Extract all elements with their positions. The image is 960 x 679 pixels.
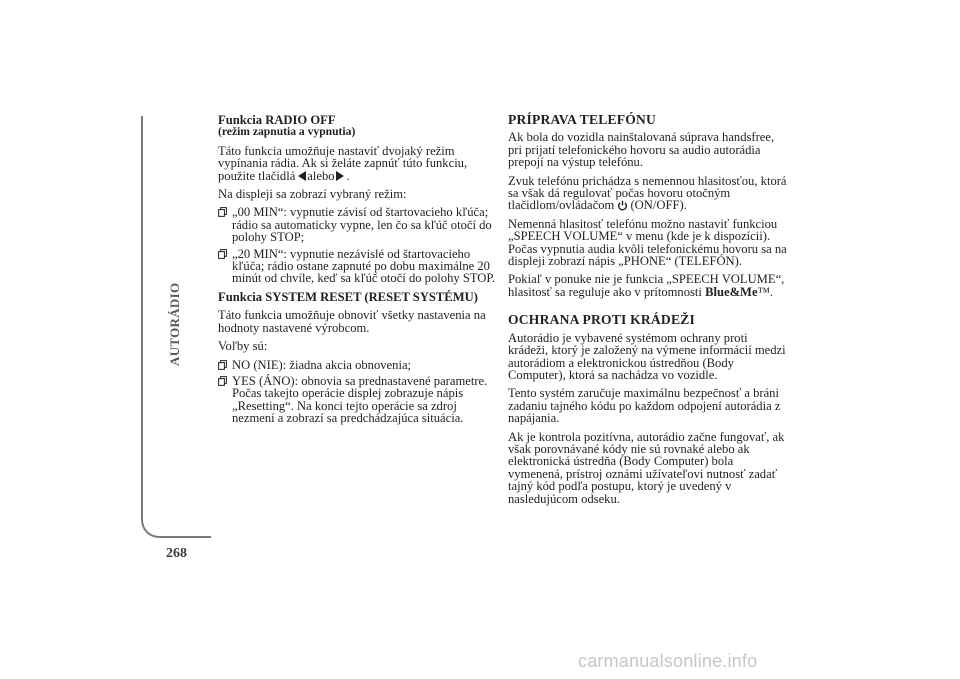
checkbox-bullet-icon [218, 360, 227, 370]
checkbox-bullet-icon [218, 376, 227, 386]
phone-paragraph-2: Zvuk telefónu prichádza s nemennou hlasitosťou, ktorá sa však dá regulovať počas hovoru otočným tlačidlom/ovládačom (ON/OFF). [508, 173, 787, 213]
system-reset-heading: Funkcia SYSTEM RESET (RESET SYSTÉMU) [218, 289, 478, 304]
arrow-left-icon [298, 171, 306, 181]
right-column [508, 114, 788, 511]
theft-paragraph-2: Tento systém zaručuje maximálnu bezpečnosť a bráni zadaniu tajného kódu po každom odpojení autorádia z napájania. [508, 386, 781, 426]
checkbox-bullet-icon [218, 249, 227, 259]
checkbox-bullet-icon [218, 207, 227, 217]
phone-paragraph-4: Pokiaľ v ponuke nie je funkcia „SPEECH VOLUME“, hlasitosť sa reguluje ako v prítomnosti Blue&Me™. [508, 272, 785, 299]
phone-paragraph-1: Ak bola do vozidla nainštalovaná súprava handsfree, pri prijatí telefonického hovoru sa audio autorádia prepojí na výstup telefónu. [508, 130, 775, 170]
theft-paragraph-1: Autorádio je vybavené systémom ochrany proti krádeži, ktorý je založený na výmene informácií medzi autorádiom a elektronickou ústredňou (Body Computer), ktorá sa nachádza vo vozidle. [508, 330, 786, 382]
radio-off-display-text: Na displeji sa zobrazí vybraný režim: [218, 187, 407, 202]
watermark: carmanualsonline.info [578, 651, 758, 671]
radio-off-intro: Táto funkcia umožňuje nastaviť dvojaký režim vypínania rádia. Ak si želáte zapnúť túto funkciu, použite tlačidlá alebo . [218, 143, 468, 183]
list-item: „00 MIN“: vypnutie závisí od štartovacieho kľúča; rádio sa automaticky vypne, len čo sa kľúč otočí do polohy STOP; [218, 206, 498, 243]
radio-off-heading: Funkcia RADIO OFF [218, 113, 336, 127]
theft-heading: OCHRANA PROTI KRÁDEŽI [508, 312, 695, 328]
radio-off-subheading: (režim zapnutia a vypnutia) [218, 125, 356, 139]
power-button-icon [617, 200, 628, 211]
system-reset-intro: Táto funkcia umožňuje obnoviť všetky nastavenia na hodnoty nastavené výrobcom. [218, 308, 486, 335]
system-reset-options [218, 359, 498, 425]
blueme-brand: Blue&Me [705, 284, 758, 299]
list-item: „20 MIN“: vypnutie nezávislé od štartovacieho kľúča; rádio ostane zapnuté po dobu maximálne 20 minút od chvíle, keď sa kľúč otočí do polohy STOP. [218, 248, 498, 285]
page-number: 268 [166, 546, 187, 561]
phone-heading: PRÍPRAVA TELEFÓNU [508, 112, 657, 127]
radio-off-options [218, 206, 498, 284]
section-label: AUTORÁDIO [167, 282, 182, 366]
list-item: YES (ÁNO): obnovia sa prednastavené parametre. Počas takejto operácie displej zobrazuje nápis „Resetting“. Na konci tejto operácie sa zdroj nezmení a zobrazí sa predchádzajúca situácia. [218, 375, 498, 425]
system-reset-choices-label: Voľby sú: [218, 339, 268, 354]
phone-paragraph-3: Nemenná hlasitosť telefónu možno nastaviť funkciou „SPEECH VOLUME“ v menu (kde je k dispozícii). Počas vypnutia audia kvôli telefonickému hovoru sa na displeji zobrazí nápis „PHONE“ (TELEFÓN). [508, 216, 787, 269]
theft-paragraph-3: Ak je kontrola pozitívna, autorádio začne fungovať, ak však porovnávané kódy nie sú rovnaké alebo ak elektronická ústredňa (Body Computer) bola vymenená, prístroj oznámi užívateľovi nutnosť zadať tajný kód podľa postupu, ktorý je uvedený v nasledujúcom odseku. [508, 429, 785, 506]
arrow-right-icon [336, 171, 344, 181]
list-item: NO (NIE): žiadna akcia obnovenia; [218, 359, 498, 371]
left-column [218, 114, 498, 431]
